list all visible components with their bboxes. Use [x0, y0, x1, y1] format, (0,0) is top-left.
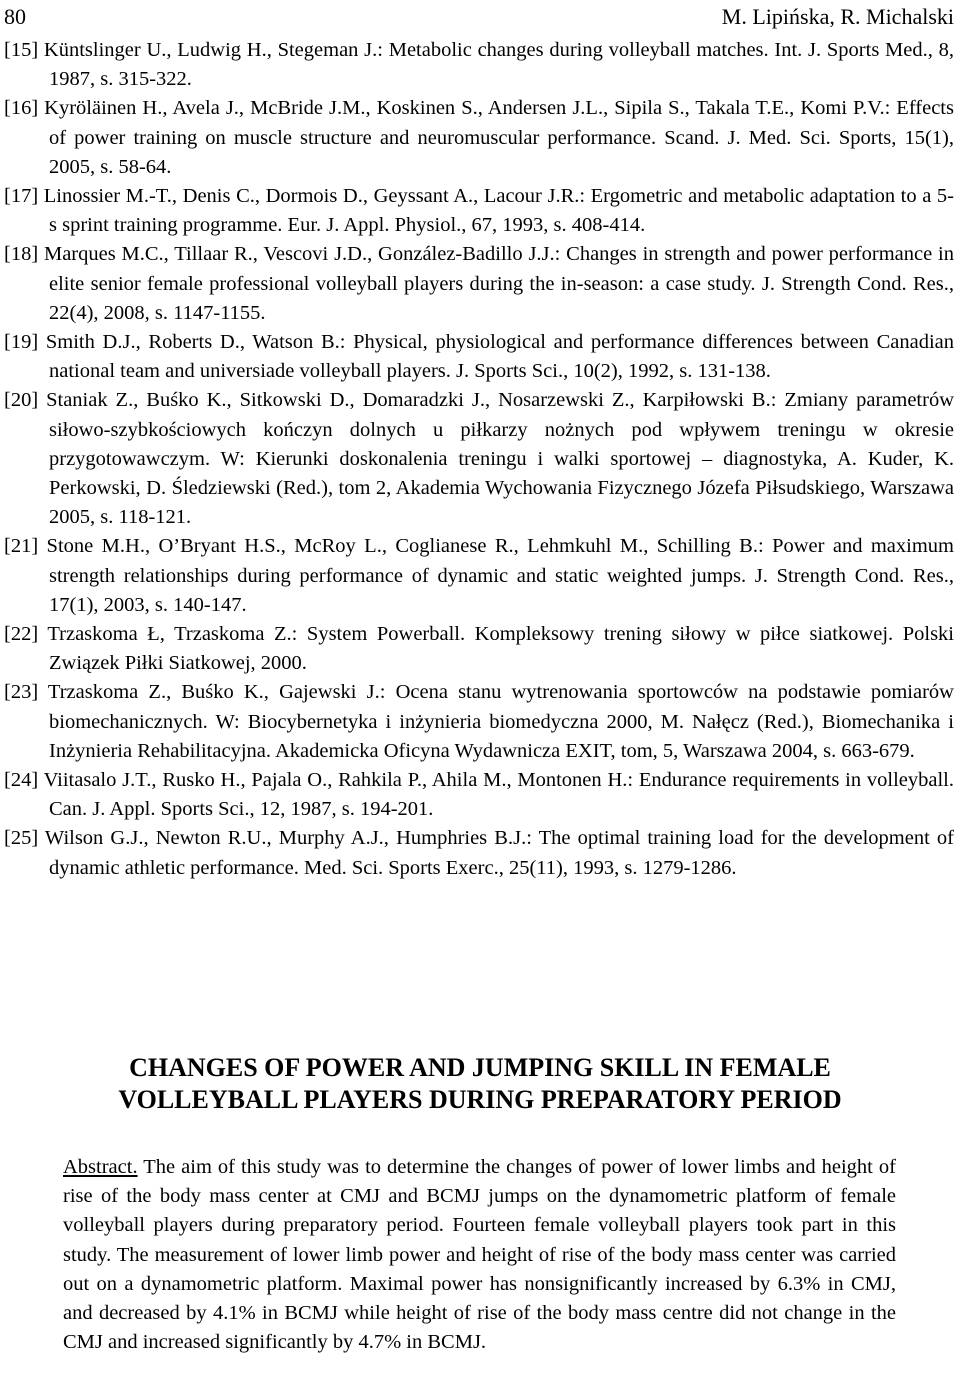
reference-item-17: [17] Linossier M.-T., Denis C., Dormois D., Geyssant A., Lacour J.R.: Ergometric and metabolic adaptation to a 5-s sprint training programme. Eur. J. Appl. Physiol., 67, 1993, s. 408-414. — [4, 185, 954, 237]
page-header — [4, 2, 954, 32]
reference-item-15: [15] Küntslinger U., Ludwig H., Stegeman J.: Metabolic changes during volleyball matches. Int. J. Sports Med., 8, 1987, s. 315-322. — [4, 39, 954, 91]
reference-item-19: [19] Smith D.J., Roberts D., Watson B.: Physical, physiological and performance differences between Canadian national team and universiade volleyball players. J. Sports Sci., 10(2), 1992, s. 131-138. — [4, 331, 954, 383]
reference-item-20: [20] Staniak Z., Buśko K., Sitkowski D., Domaradzki J., Nosarzewski Z., Karpiłowski B.: Zmiany parametrów siłowo-szybkościowych kończyn dolnych u piłkarzy nożnych pod wpływem treningu w okresie przygotowawczym. W: Kierunki doskonalenia treningu i walki sportowej – diagnostyka, A. Kuder, K. Perkowski, D. Śledziewski (Red.), tom 2, Akademia Wychowania Fizycznego Józefa Piłsudskiego, Warszawa 2005, s. 118-121. — [4, 389, 954, 529]
running-header-authors: M. Lipińska, R. Michalski — [721, 4, 954, 29]
abstract — [63, 1153, 896, 1357]
article-title-line-1: CHANGES OF POWER AND JUMPING SKILL IN FEMALE — [129, 1053, 831, 1082]
reference-item-21: [21] Stone M.H., O’Bryant H.S., McRoy L., Coglianese R., Lehmkuhl M., Schilling B.: Power and maximum strength relationships during performance of dynamic and static weighted jumps. J. Strength Cond. Res., 17(1), 2003, s. 140-147. — [4, 535, 954, 616]
article-title-line-2: VOLLEYBALL PLAYERS DURING PREPARATORY PERIOD — [118, 1085, 842, 1114]
reference-item-22: [22] Trzaskoma Ł, Trzaskoma Z.: System Powerball. Kompleksowy trening siłowy w piłce siatkowej. Polski Związek Piłki Siatkowej, 2000. — [4, 623, 954, 675]
reference-item-23: [23] Trzaskoma Z., Buśko K., Gajewski J.: Ocena stanu wytrenowania sportowców na podstawie pomiarów biomechanicznych. W: Biocybernetyka i inżynieria biomedyczna 2000, M. Nałęcz (Red.), Biomechanika i Inżynieria Rehabilitacyjna. Akademicka Oficyna Wydawnicza EXIT, tom, 5, Warszawa 2004, s. 663-679. — [4, 681, 954, 762]
reference-item-16: [16] Kyröläinen H., Avela J., McBride J.M., Koskinen S., Andersen J.L., Sipila S., Takala T.E., Komi P.V.: Effects of power training on muscle structure and neuromuscular performance. Scand. J. Med. Sci. Sports, 15(1), 2005, s. 58-64. — [4, 97, 954, 178]
abstract-label: Abstract. — [63, 1156, 138, 1178]
reference-item-25: [25] Wilson G.J., Newton R.U., Murphy A.J., Humphries B.J.: The optimal training load for the development of dynamic athletic performance. Med. Sci. Sports Exerc., 25(11), 1993, s. 1279-1286. — [4, 827, 954, 879]
reference-list — [4, 36, 954, 883]
reference-item-18: [18] Marques M.C., Tillaar R., Vescovi J.D., González-Badillo J.J.: Changes in strength and power performance in elite senior female professional volleyball players during the in-season: a case study. J. Strength Cond. Res., 22(4), 2008, s. 1147-1155. — [4, 243, 954, 324]
page-number: 80 — [4, 4, 26, 29]
abstract-text: The aim of this study was to determine the changes of power of lower limbs and height of rise of the body mass center at CMJ and BCMJ jumps on the dynamometric platform of female volleyball players during preparatory period. Fourteen female volleyball players took part in this study. The measurement of lower limb power and height of rise of the body mass center was carried out on a dynamometric platform. Maximal power has nonsignificantly increased by 6.3% in CMJ, and decreased by 4.1% in BCMJ while height of rise of the body mass centre did not change in the CMJ and increased significantly by 4.7% in BCMJ. — [63, 1156, 896, 1354]
reference-item-24: [24] Viitasalo J.T., Rusko H., Pajala O., Rahkila P., Ahila M., Montonen H.: Endurance requirements in volleyball. Can. J. Appl. Sports Sci., 12, 1987, s. 194-201. — [4, 769, 954, 821]
article-title — [0, 1052, 960, 1116]
